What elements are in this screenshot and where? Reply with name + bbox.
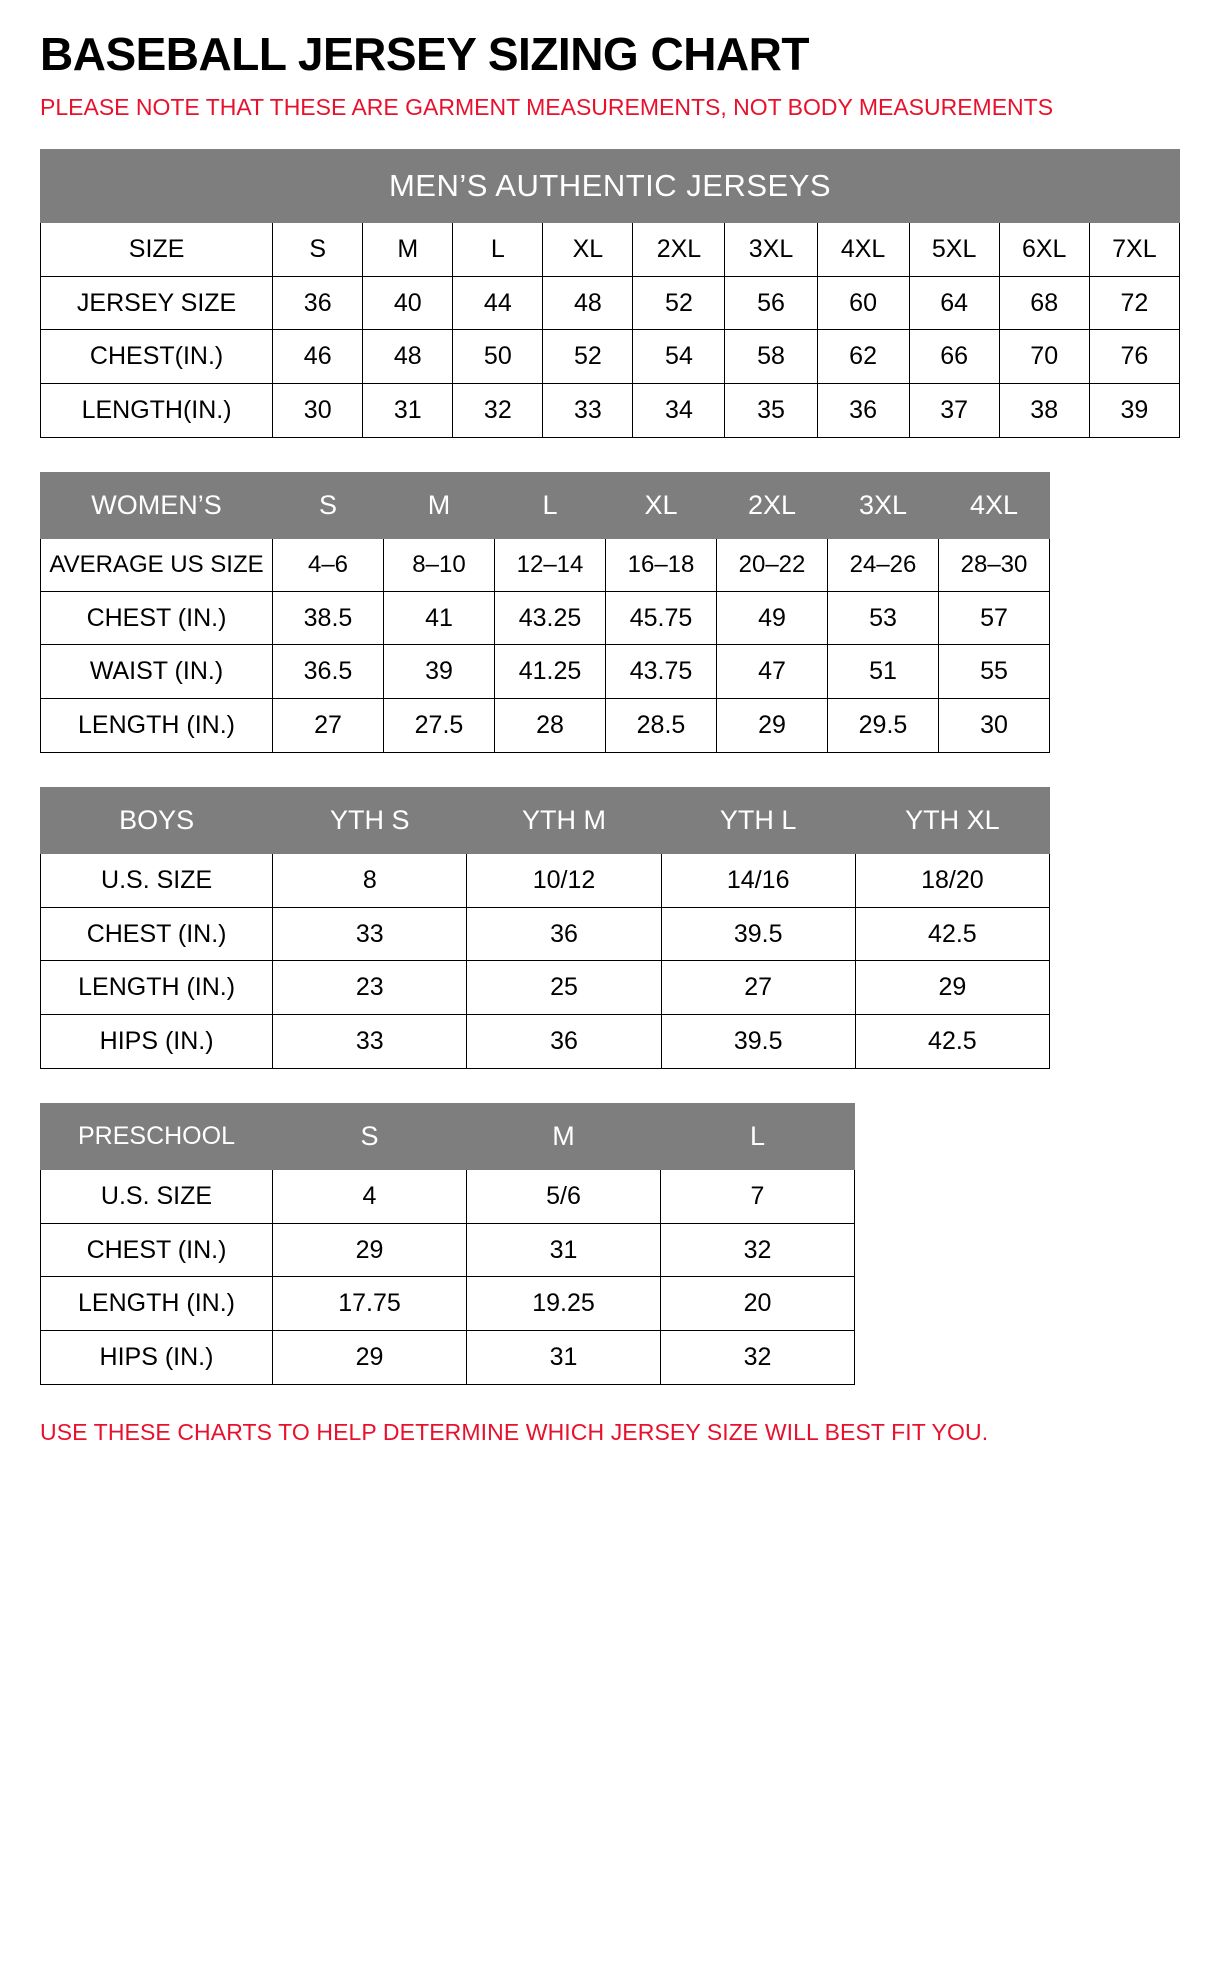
cell: 70 bbox=[999, 330, 1089, 384]
cell: 76 bbox=[1089, 330, 1179, 384]
row-label-us-size: U.S. SIZE bbox=[41, 1169, 273, 1223]
table-row bbox=[41, 1277, 855, 1331]
table-header-row bbox=[41, 787, 1050, 853]
cell: 51 bbox=[828, 645, 939, 699]
cell: 38 bbox=[999, 384, 1089, 438]
cell: 36 bbox=[467, 907, 661, 961]
table-row bbox=[41, 853, 1050, 907]
cell: 48 bbox=[543, 276, 633, 330]
cell: 42.5 bbox=[855, 1015, 1049, 1069]
cell: 46 bbox=[273, 330, 363, 384]
column-header: 4XL bbox=[939, 472, 1050, 538]
preschool-header-label: PRESCHOOL bbox=[41, 1103, 273, 1169]
table-header-row bbox=[41, 472, 1050, 538]
cell: 10/12 bbox=[467, 853, 661, 907]
womens-header-label: WOMEN’S bbox=[41, 472, 273, 538]
table-row bbox=[41, 645, 1050, 699]
cell: 31 bbox=[467, 1223, 661, 1277]
cell: 36.5 bbox=[273, 645, 384, 699]
cell: 53 bbox=[828, 591, 939, 645]
row-label-average-us-size: AVERAGE US SIZE bbox=[41, 539, 273, 592]
cell: 66 bbox=[909, 330, 999, 384]
column-header: S bbox=[273, 472, 384, 538]
cell: 43.75 bbox=[606, 645, 717, 699]
cell: 62 bbox=[817, 330, 909, 384]
cell: 50 bbox=[453, 330, 543, 384]
cell: 25 bbox=[467, 961, 661, 1015]
cell: 60 bbox=[817, 276, 909, 330]
cell: 36 bbox=[817, 384, 909, 438]
table-row bbox=[41, 539, 1050, 592]
column-header: XL bbox=[606, 472, 717, 538]
row-label-size: SIZE bbox=[41, 222, 273, 276]
column-header: M bbox=[384, 472, 495, 538]
table-row bbox=[41, 1015, 1050, 1069]
cell: 48 bbox=[363, 330, 453, 384]
cell: 32 bbox=[661, 1331, 855, 1385]
cell: 5XL bbox=[909, 222, 999, 276]
cell: 32 bbox=[453, 384, 543, 438]
cell: 24–26 bbox=[828, 539, 939, 592]
cell: 4–6 bbox=[273, 539, 384, 592]
cell: 23 bbox=[273, 961, 467, 1015]
cell: 64 bbox=[909, 276, 999, 330]
cell: 55 bbox=[939, 645, 1050, 699]
cell: 27 bbox=[661, 961, 855, 1015]
boys-sizing-table bbox=[40, 787, 1050, 1069]
footer-note: USE THESE CHARTS TO HELP DETERMINE WHICH JERSEY SIZE WILL BEST FIT YOU. bbox=[40, 1418, 989, 1445]
cell: 28–30 bbox=[939, 539, 1050, 592]
page-title: BASEBALL JERSEY SIZING CHART bbox=[40, 28, 809, 80]
cell: 38.5 bbox=[273, 591, 384, 645]
cell: 54 bbox=[633, 330, 725, 384]
table-row bbox=[41, 222, 1180, 276]
column-header: L bbox=[661, 1103, 855, 1169]
column-header: 3XL bbox=[828, 472, 939, 538]
cell: 30 bbox=[273, 384, 363, 438]
cell: 57 bbox=[939, 591, 1050, 645]
cell: 7 bbox=[661, 1169, 855, 1223]
cell: 36 bbox=[467, 1015, 661, 1069]
cell: 45.75 bbox=[606, 591, 717, 645]
cell: 68 bbox=[999, 276, 1089, 330]
cell: 28.5 bbox=[606, 699, 717, 753]
row-label-chest: CHEST (IN.) bbox=[41, 907, 273, 961]
cell: 20–22 bbox=[717, 539, 828, 592]
cell: 3XL bbox=[725, 222, 817, 276]
table-row bbox=[41, 907, 1050, 961]
cell: 17.75 bbox=[273, 1277, 467, 1331]
mens-sizing-table bbox=[40, 149, 1180, 438]
table-row bbox=[41, 699, 1050, 753]
cell: 7XL bbox=[1089, 222, 1179, 276]
table-row bbox=[41, 1169, 855, 1223]
cell: 39.5 bbox=[661, 1015, 855, 1069]
cell: 19.25 bbox=[467, 1277, 661, 1331]
cell: 4XL bbox=[817, 222, 909, 276]
column-header: YTH M bbox=[467, 787, 661, 853]
mens-banner: MEN’S AUTHENTIC JERSEYS bbox=[41, 150, 1180, 223]
cell: 41.25 bbox=[495, 645, 606, 699]
cell: 6XL bbox=[999, 222, 1089, 276]
table-row bbox=[41, 276, 1180, 330]
cell: 43.25 bbox=[495, 591, 606, 645]
cell: 37 bbox=[909, 384, 999, 438]
cell: 8 bbox=[273, 853, 467, 907]
cell: 33 bbox=[543, 384, 633, 438]
cell: 32 bbox=[661, 1223, 855, 1277]
cell: 12–14 bbox=[495, 539, 606, 592]
cell: 27.5 bbox=[384, 699, 495, 753]
cell: 28 bbox=[495, 699, 606, 753]
column-header: M bbox=[467, 1103, 661, 1169]
cell: 27 bbox=[273, 699, 384, 753]
cell: 29 bbox=[717, 699, 828, 753]
cell: 56 bbox=[725, 276, 817, 330]
cell: 44 bbox=[453, 276, 543, 330]
cell: 35 bbox=[725, 384, 817, 438]
preschool-sizing-table bbox=[40, 1103, 855, 1385]
table-row bbox=[41, 1331, 855, 1385]
row-label-length: LENGTH (IN.) bbox=[41, 699, 273, 753]
row-label-length: LENGTH (IN.) bbox=[41, 1277, 273, 1331]
cell: 39.5 bbox=[661, 907, 855, 961]
measurement-note: PLEASE NOTE THAT THESE ARE GARMENT MEASUREMENTS, NOT BODY MEASUREMENTS bbox=[40, 94, 1054, 121]
cell: 47 bbox=[717, 645, 828, 699]
cell: 29 bbox=[855, 961, 1049, 1015]
cell: 18/20 bbox=[855, 853, 1049, 907]
cell: 29 bbox=[273, 1331, 467, 1385]
womens-sizing-table bbox=[40, 472, 1050, 753]
cell: 33 bbox=[273, 1015, 467, 1069]
cell: 5/6 bbox=[467, 1169, 661, 1223]
cell: M bbox=[363, 222, 453, 276]
cell: 29 bbox=[273, 1223, 467, 1277]
cell: 49 bbox=[717, 591, 828, 645]
cell: 16–18 bbox=[606, 539, 717, 592]
cell: 72 bbox=[1089, 276, 1179, 330]
row-label-waist: WAIST (IN.) bbox=[41, 645, 273, 699]
column-header: S bbox=[273, 1103, 467, 1169]
cell: 34 bbox=[633, 384, 725, 438]
cell: XL bbox=[543, 222, 633, 276]
column-header: L bbox=[495, 472, 606, 538]
cell: 30 bbox=[939, 699, 1050, 753]
cell: 39 bbox=[384, 645, 495, 699]
table-row bbox=[41, 1223, 855, 1277]
cell: 14/16 bbox=[661, 853, 855, 907]
column-header: YTH L bbox=[661, 787, 855, 853]
cell: 31 bbox=[363, 384, 453, 438]
row-label-us-size: U.S. SIZE bbox=[41, 853, 273, 907]
cell: 4 bbox=[273, 1169, 467, 1223]
cell: S bbox=[273, 222, 363, 276]
cell: 2XL bbox=[633, 222, 725, 276]
table-header-row bbox=[41, 1103, 855, 1169]
row-label-chest: CHEST (IN.) bbox=[41, 591, 273, 645]
row-label-jersey-size: JERSEY SIZE bbox=[41, 276, 273, 330]
row-label-length: LENGTH (IN.) bbox=[41, 961, 273, 1015]
cell: 36 bbox=[273, 276, 363, 330]
row-label-chest: CHEST (IN.) bbox=[41, 1223, 273, 1277]
column-header: YTH S bbox=[273, 787, 467, 853]
cell: 41 bbox=[384, 591, 495, 645]
cell: 52 bbox=[633, 276, 725, 330]
cell: 31 bbox=[467, 1331, 661, 1385]
cell: 52 bbox=[543, 330, 633, 384]
cell: 39 bbox=[1089, 384, 1179, 438]
cell: 58 bbox=[725, 330, 817, 384]
cell: L bbox=[453, 222, 543, 276]
cell: 8–10 bbox=[384, 539, 495, 592]
cell: 40 bbox=[363, 276, 453, 330]
table-row bbox=[41, 591, 1050, 645]
row-label-hips: HIPS (IN.) bbox=[41, 1331, 273, 1385]
column-header: YTH XL bbox=[855, 787, 1049, 853]
table-row bbox=[41, 330, 1180, 384]
row-label-length: LENGTH(IN.) bbox=[41, 384, 273, 438]
table-row bbox=[41, 961, 1050, 1015]
cell: 29.5 bbox=[828, 699, 939, 753]
column-header: 2XL bbox=[717, 472, 828, 538]
cell: 20 bbox=[661, 1277, 855, 1331]
cell: 42.5 bbox=[855, 907, 1049, 961]
row-label-hips: HIPS (IN.) bbox=[41, 1015, 273, 1069]
row-label-chest: CHEST(IN.) bbox=[41, 330, 273, 384]
cell: 33 bbox=[273, 907, 467, 961]
table-row bbox=[41, 384, 1180, 438]
table-banner-row bbox=[41, 150, 1180, 223]
boys-header-label: BOYS bbox=[41, 787, 273, 853]
